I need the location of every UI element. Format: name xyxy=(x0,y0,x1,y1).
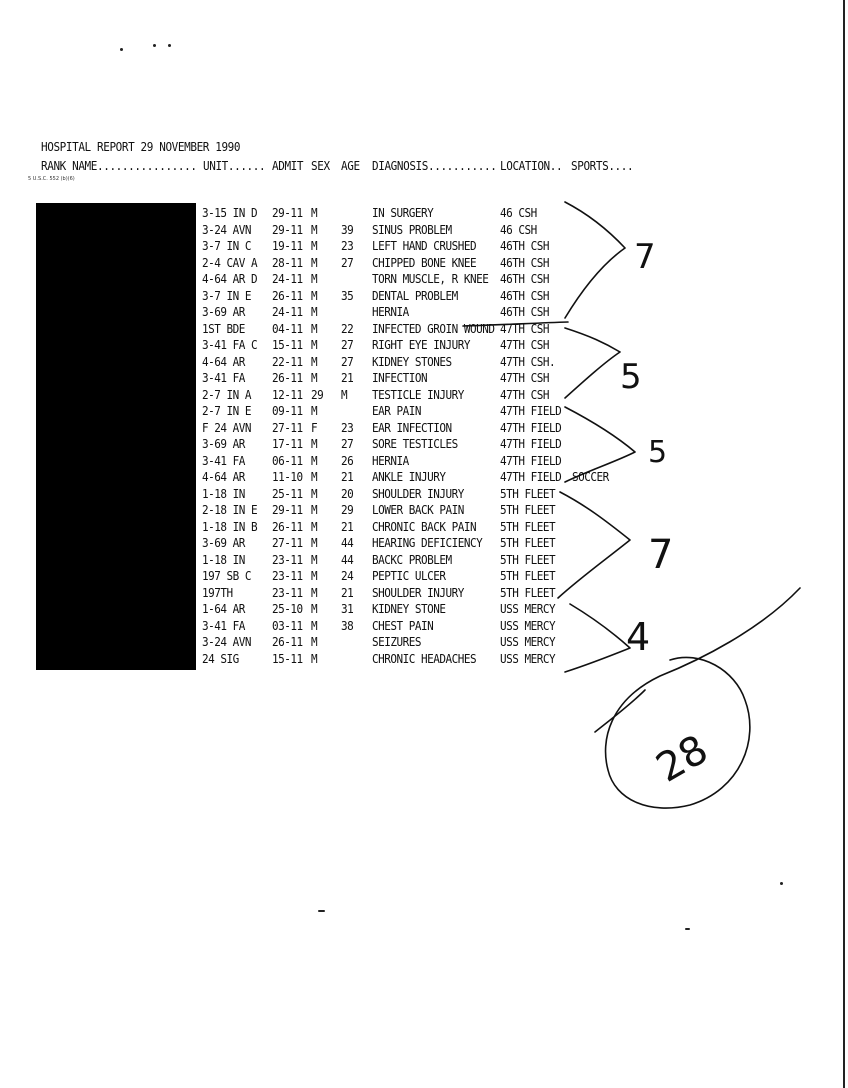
cell-location: USS MERCY xyxy=(500,651,556,667)
cell-diagnosis: EAR PAIN xyxy=(372,404,421,419)
cell-unit: 197TH xyxy=(202,585,233,601)
cell-admit: 29-11 xyxy=(272,503,303,518)
cell-diagnosis: ANKLE INJURY xyxy=(372,470,446,485)
cell-unit: 3-24 AVN xyxy=(202,635,251,650)
patient-table xyxy=(0,206,848,668)
group-count-5: 4 xyxy=(626,615,651,659)
table-row xyxy=(0,553,848,570)
cell-diagnosis: HERNIA xyxy=(372,305,409,320)
cell-admit: 23-11 xyxy=(272,552,303,568)
cell-sex: M xyxy=(311,288,318,304)
cell-location: 47TH CSH xyxy=(500,321,549,337)
cell-location: 46 CSH xyxy=(500,222,537,238)
cell-admit: 11-10 xyxy=(272,470,303,485)
group-count-2: 5 xyxy=(620,357,642,397)
cell-admit: 26-11 xyxy=(272,371,303,386)
cell-age: 23 xyxy=(341,239,354,254)
cell-diagnosis: CHEST PAIN xyxy=(372,618,434,634)
scan-speck xyxy=(685,928,690,930)
table-row xyxy=(0,487,848,504)
cell-unit: 4-64 AR xyxy=(202,470,245,485)
table-row xyxy=(0,206,848,223)
cell-diagnosis: SHOULDER INJURY xyxy=(372,486,464,502)
cell-sex: M xyxy=(311,354,318,370)
cell-sex: M xyxy=(311,618,318,634)
cell-sex: M xyxy=(311,437,318,452)
cell-age: 27 xyxy=(341,338,354,353)
table-row xyxy=(0,619,848,636)
cell-sex: M xyxy=(311,338,318,353)
cell-diagnosis: RIGHT EYE INJURY xyxy=(372,338,470,353)
cell-location: 46TH CSH xyxy=(500,272,549,287)
cell-location: 5TH FLEET xyxy=(500,536,556,551)
cell-unit: 1ST BDE xyxy=(202,321,245,337)
table-row xyxy=(0,536,848,553)
total-loop-tail xyxy=(595,690,645,732)
cell-unit: 3-41 FA xyxy=(202,371,245,386)
cell-admit: 24-11 xyxy=(272,305,303,320)
cell-location: 46TH CSH xyxy=(500,288,549,304)
cell-sex: M xyxy=(311,486,318,502)
cell-admit: 04-11 xyxy=(272,321,303,337)
cell-diagnosis: EAR INFECTION xyxy=(372,420,452,436)
table-row xyxy=(0,388,848,405)
cell-sex: 29 xyxy=(311,387,324,403)
cell-unit: 2-18 IN E xyxy=(202,503,258,518)
cell-location: 47TH CSH. xyxy=(500,354,556,370)
cell-location: 46 CSH xyxy=(500,206,537,221)
cell-unit: 3-7 IN E xyxy=(202,288,251,304)
cell-age: 22 xyxy=(341,321,354,337)
table-row xyxy=(0,289,848,306)
table-row xyxy=(0,272,848,289)
cell-admit: 28-11 xyxy=(272,255,303,271)
cell-admit: 23-11 xyxy=(272,585,303,601)
group-count-3: 5 xyxy=(648,435,668,470)
cell-unit: 2-7 IN A xyxy=(202,387,251,403)
cell-location: 5TH FLEET xyxy=(500,585,556,601)
cell-diagnosis: SHOULDER INJURY xyxy=(372,585,464,601)
table-row xyxy=(0,239,848,256)
cell-admit: 22-11 xyxy=(272,354,303,370)
header-admit: ADMIT xyxy=(272,159,304,174)
scan-speck xyxy=(318,910,325,912)
cell-diagnosis: KIDNEY STONE xyxy=(372,602,446,617)
cell-diagnosis: INFECTION xyxy=(372,371,428,386)
cell-location: 47TH FIELD xyxy=(500,404,562,419)
header-unit: UNIT...... xyxy=(203,159,266,174)
cell-unit: 3-69 AR xyxy=(202,536,245,551)
table-row xyxy=(0,256,848,273)
cell-unit: 3-24 AVN xyxy=(202,222,251,238)
cell-admit: 27-11 xyxy=(272,536,303,551)
cell-unit: 24 SIG xyxy=(202,651,239,667)
cell-unit: 1-18 IN xyxy=(202,552,245,568)
table-row xyxy=(0,635,848,652)
cell-unit: F 24 AVN xyxy=(202,420,251,436)
cell-age: 21 xyxy=(341,585,354,601)
table-row xyxy=(0,470,848,487)
cell-unit: 3-69 AR xyxy=(202,305,245,320)
cell-diagnosis: PEPTIC ULCER xyxy=(372,569,446,584)
cell-diagnosis: TORN MUSCLE, R KNEE xyxy=(372,272,489,287)
cell-location: 47TH FIELD xyxy=(500,453,562,469)
cell-location: 46TH CSH xyxy=(500,255,549,271)
cell-sex: M xyxy=(311,239,318,254)
table-row xyxy=(0,305,848,322)
cell-age: 26 xyxy=(341,453,354,469)
cell-unit: 3-41 FA C xyxy=(202,338,258,353)
cell-age: 35 xyxy=(341,288,354,304)
cell-location: 47TH CSH xyxy=(500,387,549,403)
cell-unit: 2-7 IN E xyxy=(202,404,251,419)
cell-location: 46TH CSH xyxy=(500,305,549,320)
cell-location: 5TH FLEET xyxy=(500,486,556,502)
cell-location: 47TH FIELD xyxy=(500,420,562,436)
cell-admit: 26-11 xyxy=(272,288,303,304)
table-row xyxy=(0,602,848,619)
cell-location: USS MERCY xyxy=(500,618,556,634)
header-sports: SPORTS.... xyxy=(571,159,634,174)
cell-age: 24 xyxy=(341,569,354,584)
cell-admit: 17-11 xyxy=(272,437,303,452)
cell-admit: 24-11 xyxy=(272,272,303,287)
cell-age: 29 xyxy=(341,503,354,518)
table-row xyxy=(0,454,848,471)
cell-age: 20 xyxy=(341,486,354,502)
cell-sex: M xyxy=(311,255,318,271)
cell-admit: 23-11 xyxy=(272,569,303,584)
cell-location: USS MERCY xyxy=(500,635,556,650)
cell-sex: M xyxy=(311,585,318,601)
report-title: HOSPITAL REPORT 29 NOVEMBER 1990 xyxy=(41,140,241,155)
cell-sex: M xyxy=(311,222,318,238)
cell-admit: 03-11 xyxy=(272,618,303,634)
cell-location: 47TH CSH xyxy=(500,338,549,353)
cell-unit: 4-64 AR D xyxy=(202,272,258,287)
cell-unit: 3-15 IN D xyxy=(202,206,258,221)
cell-age: 21 xyxy=(341,519,354,535)
table-row xyxy=(0,355,848,372)
table-row xyxy=(0,322,848,339)
cell-diagnosis: HEARING DEFICIENCY xyxy=(372,536,483,551)
cell-admit: 19-11 xyxy=(272,239,303,254)
cell-sex: M xyxy=(311,635,318,650)
cell-admit: 12-11 xyxy=(272,387,303,403)
cell-sex: M xyxy=(311,470,318,485)
header-sex: SEX xyxy=(311,159,330,174)
cell-sports: SOCCER xyxy=(572,470,609,485)
cell-location: 47TH FIELD xyxy=(500,437,562,452)
group-count-1: 7 xyxy=(634,237,656,277)
cell-admit: 15-11 xyxy=(272,338,303,353)
cell-sex: M xyxy=(311,536,318,551)
cell-location: 5TH FLEET xyxy=(500,519,556,535)
cell-age: 27 xyxy=(341,354,354,370)
table-row xyxy=(0,503,848,520)
table-row xyxy=(0,437,848,454)
cell-diagnosis: IN SURGERY xyxy=(372,206,434,221)
cell-age: 44 xyxy=(341,536,354,551)
cell-age: 44 xyxy=(341,552,354,568)
cell-unit: 1-64 AR xyxy=(202,602,245,617)
cell-sex: M xyxy=(311,569,318,584)
group-count-4: 7 xyxy=(648,532,674,578)
cell-admit: 06-11 xyxy=(272,453,303,469)
cell-unit: 3-69 AR xyxy=(202,437,245,452)
cell-diagnosis: SINUS PROBLEM xyxy=(372,222,452,238)
cell-unit: 1-18 IN B xyxy=(202,519,258,535)
cell-location: USS MERCY xyxy=(500,602,556,617)
cell-admit: 25-11 xyxy=(272,486,303,502)
cell-unit: 2-4 CAV A xyxy=(202,255,258,271)
cell-unit: 4-64 AR xyxy=(202,354,245,370)
cell-diagnosis: LOWER BACK PAIN xyxy=(372,503,464,518)
cell-admit: 27-11 xyxy=(272,420,303,436)
cell-sex: M xyxy=(311,503,318,518)
cell-location: 47TH CSH xyxy=(500,371,549,386)
table-row xyxy=(0,586,848,603)
cell-diagnosis: DENTAL PROBLEM xyxy=(372,288,458,304)
cell-age: 21 xyxy=(341,470,354,485)
scan-speck xyxy=(153,44,156,47)
table-row xyxy=(0,338,848,355)
cell-sex: M xyxy=(311,453,318,469)
cell-location: 5TH FLEET xyxy=(500,569,556,584)
cell-age: 27 xyxy=(341,437,354,452)
cell-sex: M xyxy=(311,651,318,667)
cell-admit: 29-11 xyxy=(272,206,303,221)
cell-sex: M xyxy=(311,305,318,320)
cell-sex: M xyxy=(311,272,318,287)
cell-unit: 3-41 FA xyxy=(202,618,245,634)
cell-admit: 09-11 xyxy=(272,404,303,419)
cell-diagnosis: CHRONIC HEADACHES xyxy=(372,651,477,667)
table-row xyxy=(0,520,848,537)
cell-admit: 26-11 xyxy=(272,635,303,650)
cell-sex: F xyxy=(311,420,318,436)
cell-age: M xyxy=(341,387,348,403)
cell-age: 31 xyxy=(341,602,354,617)
cell-sex: M xyxy=(311,602,318,617)
foia-exemption-note: 5 U.S.C. 552 (b)(6) xyxy=(28,176,75,182)
header-location: LOCATION.. xyxy=(500,159,563,174)
table-row xyxy=(0,404,848,421)
header-rank-name: RANK NAME................ xyxy=(41,159,197,174)
cell-diagnosis: INFECTED GROIN WOUND xyxy=(372,321,495,337)
cell-sex: M xyxy=(311,404,318,419)
cell-age: 23 xyxy=(341,420,354,436)
cell-age: 21 xyxy=(341,371,354,386)
cell-location: 5TH FLEET xyxy=(500,552,556,568)
table-row xyxy=(0,652,848,669)
cell-diagnosis: HERNIA xyxy=(372,453,409,469)
cell-unit: 1-18 IN xyxy=(202,486,245,502)
cell-age: 39 xyxy=(341,222,354,238)
scan-speck xyxy=(780,882,783,885)
table-row xyxy=(0,421,848,438)
total-count: 28 xyxy=(648,726,716,792)
cell-admit: 29-11 xyxy=(272,222,303,238)
cell-admit: 15-11 xyxy=(272,651,303,667)
cell-sex: M xyxy=(311,552,318,568)
cell-diagnosis: LEFT HAND CRUSHED xyxy=(372,239,477,254)
cell-diagnosis: SORE TESTICLES xyxy=(372,437,458,452)
cell-admit: 26-11 xyxy=(272,519,303,535)
header-age: AGE xyxy=(341,159,360,174)
cell-sex: M xyxy=(311,321,318,337)
cell-diagnosis: KIDNEY STONES xyxy=(372,354,452,370)
table-row xyxy=(0,371,848,388)
cell-sex: M xyxy=(311,519,318,535)
cell-diagnosis: TESTICLE INJURY xyxy=(372,387,464,403)
cell-diagnosis: CHIPPED BONE KNEE xyxy=(372,255,477,271)
cell-age: 38 xyxy=(341,618,354,634)
header-diagnosis: DIAGNOSIS........... xyxy=(372,159,497,174)
cell-diagnosis: CHRONIC BACK PAIN xyxy=(372,519,477,535)
cell-admit: 25-10 xyxy=(272,602,303,617)
cell-diagnosis: BACKC PROBLEM xyxy=(372,552,452,568)
cell-location: 5TH FLEET xyxy=(500,503,556,518)
cell-unit: 3-41 FA xyxy=(202,453,245,469)
scan-speck xyxy=(120,48,123,51)
cell-sex: M xyxy=(311,206,318,221)
cell-age: 27 xyxy=(341,255,354,271)
cell-unit: 197 SB C xyxy=(202,569,251,584)
cell-location: 46TH CSH xyxy=(500,239,549,254)
table-row xyxy=(0,569,848,586)
cell-location: 47TH FIELD xyxy=(500,470,562,485)
table-row xyxy=(0,223,848,240)
cell-sex: M xyxy=(311,371,318,386)
cell-diagnosis: SEIZURES xyxy=(372,635,421,650)
scan-speck xyxy=(168,44,171,47)
cell-unit: 3-7 IN C xyxy=(202,239,251,254)
